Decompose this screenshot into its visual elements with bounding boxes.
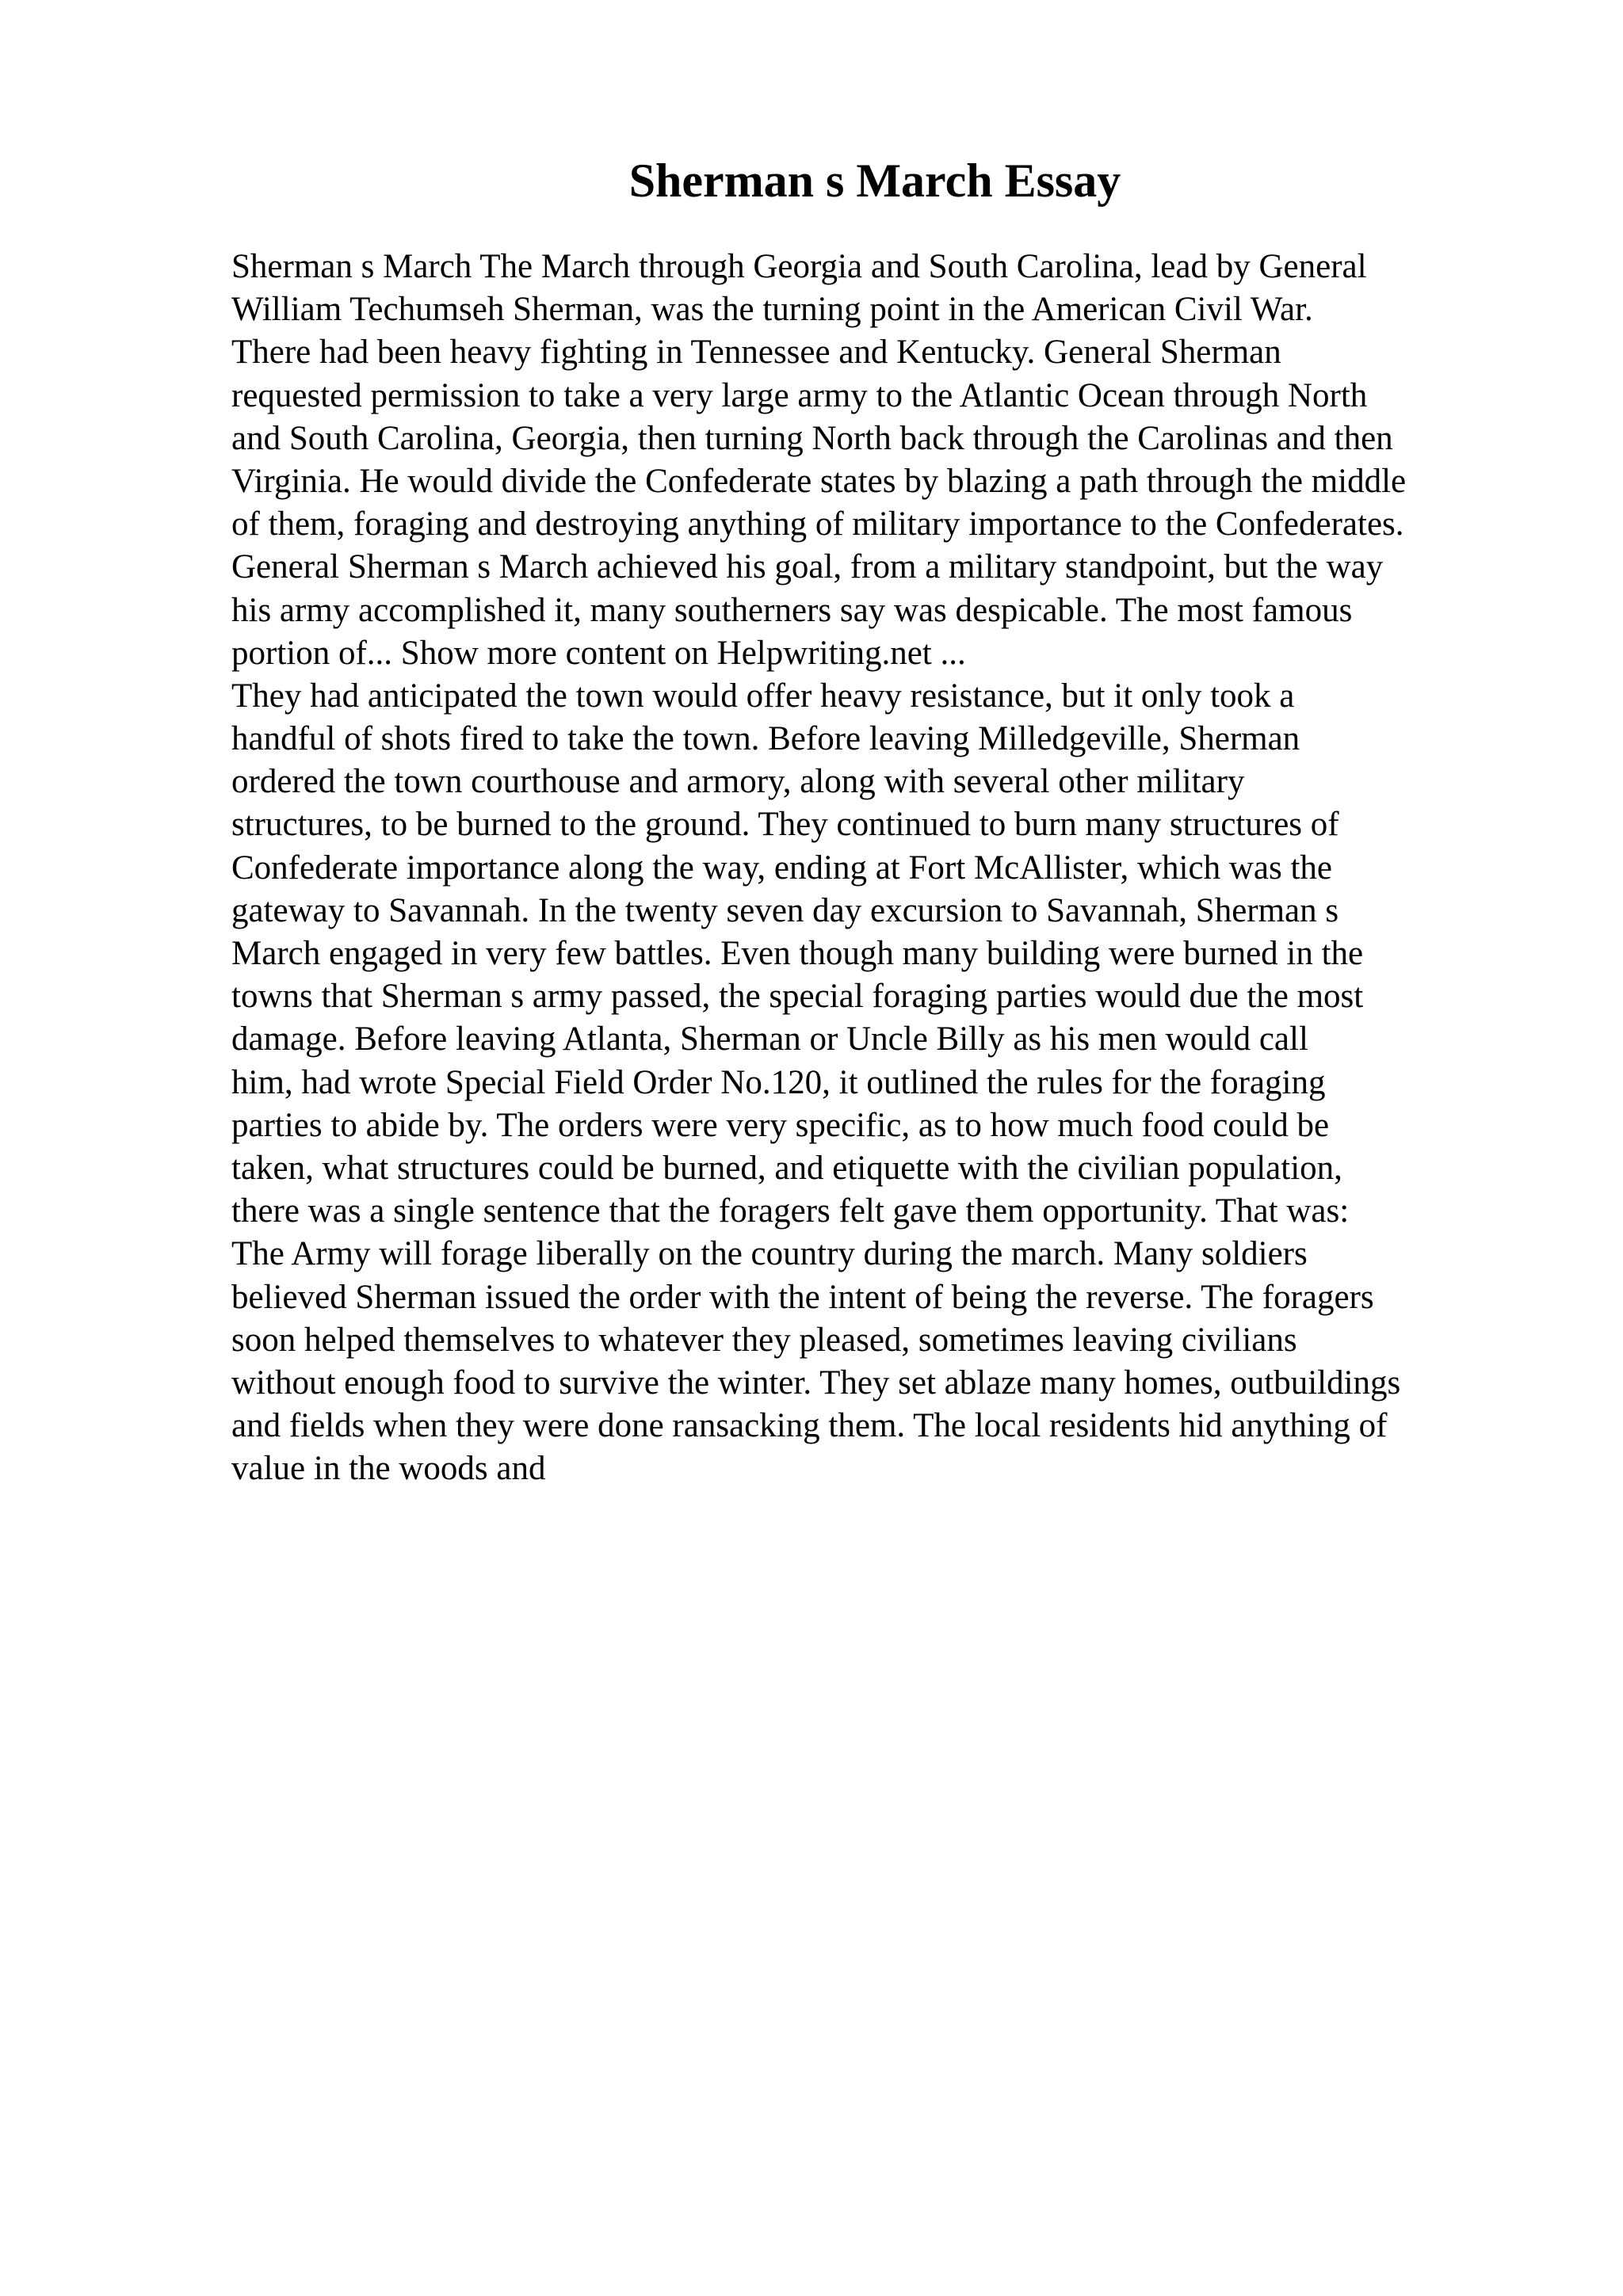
body-line: there was a single sentence that the foragers felt gave them opportunity. That was:	[231, 1192, 1350, 1230]
body-line: ordered the town courthouse and armory, along with several other military	[231, 763, 1245, 801]
body-line: General Sherman s March achieved his goal, from a military standpoint, but the way	[231, 548, 1384, 586]
body-line: handful of shots fired to take the town. Before leaving Milledgeville, Sherman	[231, 720, 1300, 758]
body-line: portion of... Show more content on Helpwriting.net ...	[231, 634, 966, 672]
body-line: The Army will forage liberally on the country during the march. Many soldiers	[231, 1235, 1308, 1273]
body-line: structures, to be burned to the ground. They continued to burn many structures of	[231, 806, 1339, 844]
body-line: Sherman s March The March through Georgia and South Carolina, lead by General	[231, 248, 1367, 285]
body-line: There had been heavy fighting in Tennessee and Kentucky. General Sherman	[231, 334, 1281, 372]
body-line: and fields when they were done ransacking them. The local residents hid anything of	[231, 1407, 1388, 1445]
body-line: towns that Sherman s army passed, the special foraging parties would due the most	[231, 978, 1364, 1016]
body-line: gateway to Savannah. In the twenty seven day excursion to Savannah, Sherman s	[231, 891, 1339, 929]
body-line: Confederate importance along the way, ending at Fort McAllister, which was the	[231, 849, 1332, 887]
body-line: of them, foraging and destroying anything of military importance to the Confederates.	[231, 505, 1404, 543]
body-line: taken, what structures could be burned, and etiquette with the civilian population,	[231, 1149, 1342, 1187]
body-line: March engaged in very few battles. Even though many building were burned in the	[231, 935, 1364, 972]
body-line: his army accomplished it, many southerners say was despicable. The most famous	[231, 591, 1353, 629]
body-line: Virginia. He would divide the Confederate states by blazing a path through the middle	[231, 462, 1407, 500]
body-line: value in the woods and	[231, 1450, 546, 1488]
body-line: William Techumseh Sherman, was the turning point in the American Civil War.	[231, 291, 1313, 329]
body-line: believed Sherman issued the order with the intent of being the reverse. The foragers	[231, 1278, 1374, 1316]
body-line: They had anticipated the town would offer heavy resistance, but it only took a	[231, 677, 1295, 715]
body-line: soon helped themselves to whatever they pleased, sometimes leaving civilians	[231, 1321, 1297, 1359]
body-line: damage. Before leaving Atlanta, Sherman or Uncle Billy as his men would call	[231, 1020, 1308, 1058]
body-line: parties to abide by. The orders were very specific, as to how much food could be	[231, 1106, 1330, 1144]
body-line: him, had wrote Special Field Order No.120, it outlined the rules for the foraging	[231, 1063, 1326, 1101]
body-line: and South Carolina, Georgia, then turning North back through the Carolinas and then	[231, 419, 1393, 457]
body-line: without enough food to survive the winter. They set ablaze many homes, outbuildings	[231, 1363, 1401, 1402]
document-body	[231, 246, 1515, 1490]
document-title: Sherman s March Essay	[628, 154, 1121, 207]
body-line: requested permission to take a very large army to the Atlantic Ocean through North	[231, 376, 1368, 414]
